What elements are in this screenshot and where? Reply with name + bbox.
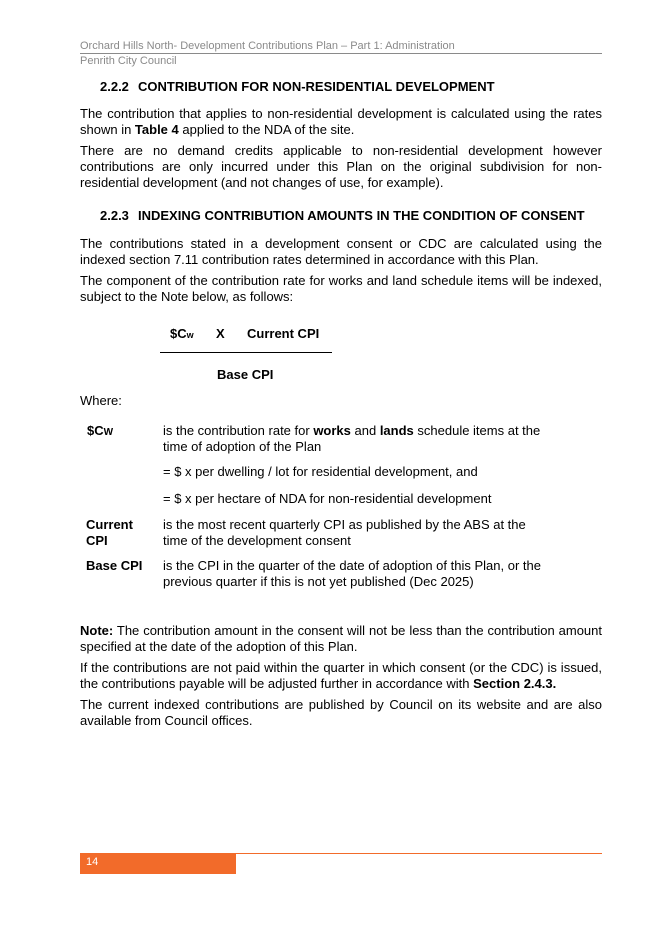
header-divider: [80, 53, 602, 54]
section-222-paragraph-1: [80, 106, 602, 138]
def-cw-residential: = $ x per dwelling / lot for residential development, and: [163, 464, 478, 479]
def-cw-label-sub: W: [103, 427, 114, 438]
section-223-title: INDEXING CONTRIBUTION AMOUNTS IN THE CONDITION OF CONSENT: [138, 208, 585, 223]
header-doc-title: Orchard Hills North- Development Contributions Plan – Part 1: Administration: [80, 40, 455, 52]
text-run: applied to the NDA of the site.: [178, 122, 355, 137]
note-paragraph-2: [80, 660, 602, 692]
def-base-cpi-label: Base CPI: [86, 558, 143, 573]
text-run: The contribution amount in the consent will not be less than the contribution amount specified at the date of the adoption of this Plan.: [80, 623, 602, 654]
text-run: If the contributions are not paid within the quarter in which consent (or the CDC) is issued, the contributions payable will be adjusted further in accordance with: [80, 660, 602, 691]
section-223-heading: [100, 208, 585, 223]
formula-cw: [170, 326, 194, 343]
def-current-cpi-text: is the most recent quarterly CPI as published by the ABS at the time of the development consent: [163, 517, 526, 548]
section-222-heading: [100, 79, 495, 94]
page-number: 14: [86, 856, 99, 868]
where-label: Where:: [80, 393, 122, 408]
note-paragraph-3: The current indexed contributions are published by Council on its website and are also available from Council offices.: [80, 697, 602, 728]
def-base-cpi-text: is the CPI in the quarter of the date of adoption of this Plan, or the previous quarter if this is not yet published (Dec 2025): [163, 558, 541, 589]
section-223-paragraph-2: The component of the contribution rate for works and land schedule items will be indexed, subject to the Note below, as follows:: [80, 273, 602, 304]
footer-page-bar: [80, 853, 236, 874]
formula-cw-main: $C: [170, 326, 187, 341]
text-run: schedule items at the time of adoption of the Plan: [163, 423, 541, 454]
section-222-number: 2.2.2: [100, 79, 129, 94]
works-term: works: [313, 423, 351, 438]
section-222-title: CONTRIBUTION FOR NON-RESIDENTIAL DEVELOPMENT: [138, 79, 495, 94]
lands-term: lands: [379, 423, 414, 438]
note-paragraph: [80, 623, 602, 655]
table-4-ref: Table 4: [134, 122, 179, 137]
def-cw-nonresidential: = $ x per hectare of NDA for non-residential development: [163, 491, 492, 506]
formula-fraction-line: [160, 352, 332, 353]
text-run: and: [350, 423, 380, 438]
text-run: The contribution that applies to non-residential development is calculated using the rates shown in: [80, 106, 602, 137]
def-cw-label-main: $C: [87, 423, 104, 438]
formula-current-cpi: Current CPI: [247, 326, 320, 341]
def-cw-text: [163, 423, 553, 455]
formula-cw-sub: w: [186, 330, 194, 340]
section-223-paragraph-1: The contributions stated in a development consent or CDC are calculated using the indexed section 7.11 contribution rates determined in accordance with this Plan.: [80, 236, 602, 267]
section-223-number: 2.2.3: [100, 208, 129, 223]
section-243-ref: Section 2.4.3.: [473, 676, 557, 691]
def-cw-label: [87, 423, 113, 441]
formula-base-cpi: Base CPI: [217, 367, 274, 382]
text-run: is the contribution rate for: [163, 423, 314, 438]
formula-times: X: [216, 326, 225, 341]
section-222-paragraph-2: There are no demand credits applicable to non-residential development however contributions are only incurred under this Plan on the original subdivision for non-residential development (and not changes of use, for example).: [80, 143, 602, 190]
def-current-cpi-label: [86, 517, 133, 549]
header-org: Penrith City Council: [80, 55, 177, 67]
def-current-label-line1: Current: [86, 517, 133, 532]
def-current-label-line2: CPI: [86, 533, 108, 548]
note-label: Note:: [80, 623, 114, 638]
